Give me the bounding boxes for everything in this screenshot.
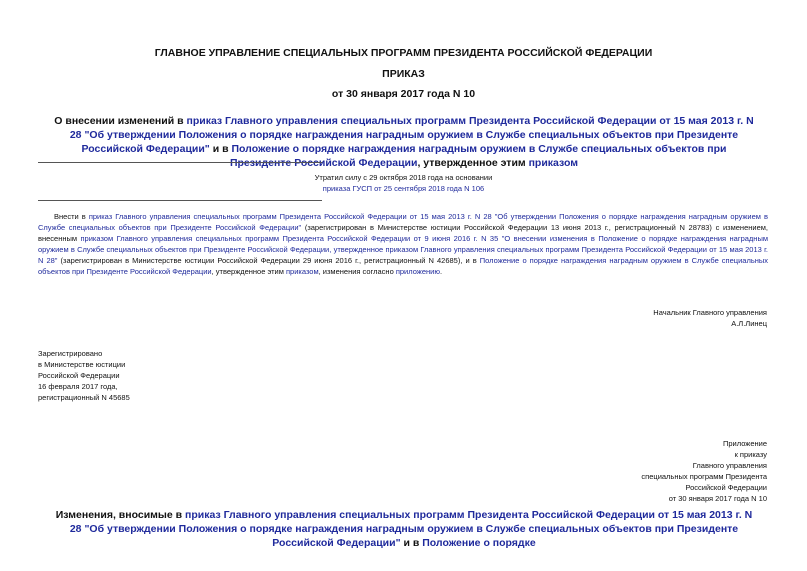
title-link-order-short[interactable]: приказом: [528, 157, 579, 169]
registration-block: [38, 348, 130, 403]
appendix-title-link-regulation[interactable]: Положение о порядке: [422, 537, 536, 549]
appendix-line: Приложение: [723, 439, 767, 448]
signature-position: Начальник Главного управления: [653, 308, 767, 317]
body-text: , утвержденное этим: [211, 267, 286, 276]
appendix-line: специальных программ Президента: [641, 472, 767, 481]
signature-name: А.Л.Линец: [731, 319, 767, 328]
body-link-order[interactable]: приказ Главного управления специальных программ Президента Российской Федерации от 15 мая 2013 г. N 28 "Об утверждении Положения о порядке награждения наградным оружием в Службе специальных объектов при Президенте Российской Федерации": [38, 212, 768, 232]
appendix-line: к приказу: [734, 450, 767, 459]
body-link-order-short[interactable]: приказом: [286, 267, 319, 276]
body-text: (зарегистрирован в Министерстве юстиции Российской Федерации 13 июня 2013 г., регистрационный N 28783) с изменением, внесенным: [38, 223, 768, 243]
body-text: .: [439, 267, 443, 276]
title-text: , утвержденное этим: [417, 157, 529, 169]
organization-header: ГЛАВНОЕ УПРАВЛЕНИЕ СПЕЦИАЛЬНЫХ ПРОГРАММ ПРЕЗИДЕНТА РОССИЙСКОЙ ФЕДЕРАЦИИ: [154, 47, 653, 59]
appendix-line: от 30 января 2017 года N 10: [668, 494, 767, 503]
body-paragraph: [38, 211, 768, 277]
appendix-title-text: и в: [400, 537, 423, 549]
appendix-title-text: Изменения, вносимые в: [55, 509, 186, 521]
title-text: О внесении изменений в: [54, 115, 187, 127]
registration-line: Российской Федерации: [38, 371, 120, 380]
status-repeal-link[interactable]: приказа ГУСП от 25 сентября 2018 года N 106: [322, 184, 485, 193]
document-date-number: от 30 января 2017 года N 10: [331, 88, 476, 100]
signature-block: [653, 307, 767, 329]
appendix-line: Главного управления: [692, 461, 767, 470]
body-link-regulation[interactable]: Положение о порядке награждения наградным оружием в Службе специальных объектов при Президенте Российской Федерации: [38, 256, 769, 276]
divider: [38, 200, 322, 201]
status-note: [200, 172, 607, 194]
title-link-regulation[interactable]: Положение о порядке награждения наградным оружием в Службе специальных объектов при Президенте Российской Федерации: [229, 143, 727, 169]
title-link-order[interactable]: приказ Главного управления специальных программ Президента Российской Федерации от 15 мая 2013 г. N 28 "Об утверждении Положения о порядке награждения наградным оружием в Службе специальных объектов при Президенте Российской Федерации": [69, 115, 754, 155]
status-line: Утратил силу с 29 октября 2018 года на основании: [314, 173, 493, 182]
body-text: Внести в: [54, 212, 89, 221]
appendix-title-link-order[interactable]: приказ Главного управления специальных программ Президента Российской Федерации от 15 мая 2013 г. N 28 "Об утверждении Положения о порядке награждения наградным оружием в Службе специальных объектов при Президенте Российской Федерации": [69, 509, 753, 549]
registration-line: в Министерстве юстиции: [38, 360, 126, 369]
registration-line: 16 февраля 2017 года,: [38, 382, 118, 391]
document-type: ПРИКАЗ: [382, 68, 425, 80]
divider: [38, 162, 322, 163]
appendix-title: [52, 508, 756, 549]
body-link-appendix[interactable]: приложению: [395, 267, 440, 276]
registration-line: регистрационный N 45685: [38, 393, 130, 402]
body-link-amending-order[interactable]: приказом Главного управления специальных программ Президента Российской Федерации от 9 июня 2016 г. N 35 "О внесении изменения в Положение о порядке награждения наградным оружием в Службе специальных объектов при Президенте Российской Федерации, утвержденное приказом Главного управления специальных программ Президента Российской Федерации от 15 мая 2013 г. N 28": [38, 234, 768, 265]
body-text: , изменения согласно: [318, 267, 396, 276]
appendix-line: Российской Федерации: [685, 483, 767, 492]
appendix-reference-block: [641, 438, 767, 504]
title-text: и в: [209, 143, 232, 155]
registration-line: Зарегистрировано: [38, 349, 103, 358]
body-text: (зарегистрирован в Министерстве юстиции Российской Федерации 29 июня 2016 г., регистрационный N 42685), и в: [57, 256, 480, 265]
